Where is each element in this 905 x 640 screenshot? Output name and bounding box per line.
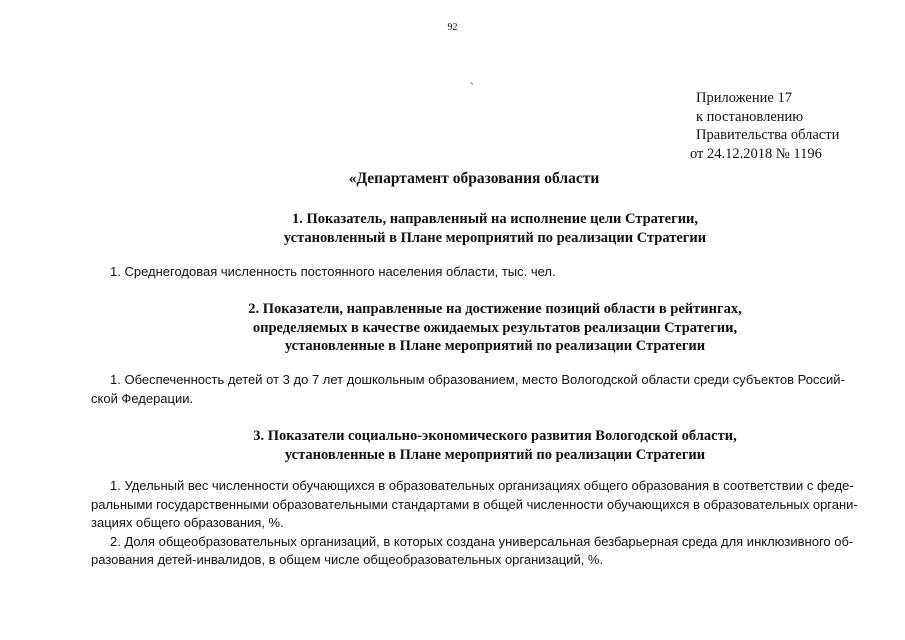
- heading-line: установленные в Плане мероприятий по реализации Стратегии: [284, 446, 706, 463]
- appendix-line: от 24.12.2018 № 1196: [690, 145, 822, 162]
- indicator-item-line: 2. Доля общеобразовательных организаций, в которых создана универсальная безбарьерная среда для инклюзивного об-: [110, 533, 854, 549]
- section-2-heading: [0, 300, 905, 356]
- department-title: «Департамент образования области: [348, 170, 600, 187]
- section-1-heading: [0, 210, 905, 247]
- indicator-item-line: ской Федерации.: [91, 390, 194, 406]
- indicator-item-line: разования детей-инвалидов, в общем числе общеобразовательных организаций, %.: [91, 552, 604, 567]
- appendix-header: [690, 89, 839, 163]
- section-2-body: [91, 371, 885, 408]
- indicator-item-line: ральными государственными образовательными стандартами в общей численности обучающихся в образовательных органи-: [91, 496, 858, 512]
- heading-line: определяемых в качестве ожидаемых результатов реализации Стратегии,: [252, 319, 738, 336]
- indicator-item-line: 1. Обеспеченность детей от 3 до 7 лет дошкольным образованием, место Вологодской области среди субъектов Россий-: [110, 372, 845, 387]
- heading-line: установленные в Плане мероприятий по реализации Стратегии: [284, 338, 706, 354]
- heading-line: установленный в Плане мероприятий по реализации Стратегии: [283, 229, 707, 246]
- appendix-line: к постановлению: [696, 108, 804, 125]
- page-number: 92: [447, 22, 458, 33]
- heading-line: 3. Показатели социально-экономического развития Вологодской области,: [253, 428, 737, 444]
- section-3-heading: [0, 427, 905, 464]
- heading-line: 1. Показатель, направленный на исполнение цели Стратегии,: [291, 211, 699, 227]
- section-3-body: [91, 477, 885, 570]
- indicator-item-line: 1. Удельный вес численности обучающихся в образовательных организациях общего образования в соответствии с феде-: [110, 478, 854, 493]
- indicator-item-line: зациях общего образования, %.: [91, 515, 284, 530]
- indicator-item: 1. Среднегодовая численность постоянного населения области, тыс. чел.: [110, 264, 556, 279]
- section-1-body: [91, 263, 885, 282]
- heading-line: 2. Показатели, направленные на достижение позиций области в рейтингах,: [248, 301, 742, 317]
- stray-mark: `: [470, 80, 474, 94]
- appendix-line: Правительства области: [696, 127, 840, 143]
- appendix-line: Приложение 17: [696, 90, 792, 106]
